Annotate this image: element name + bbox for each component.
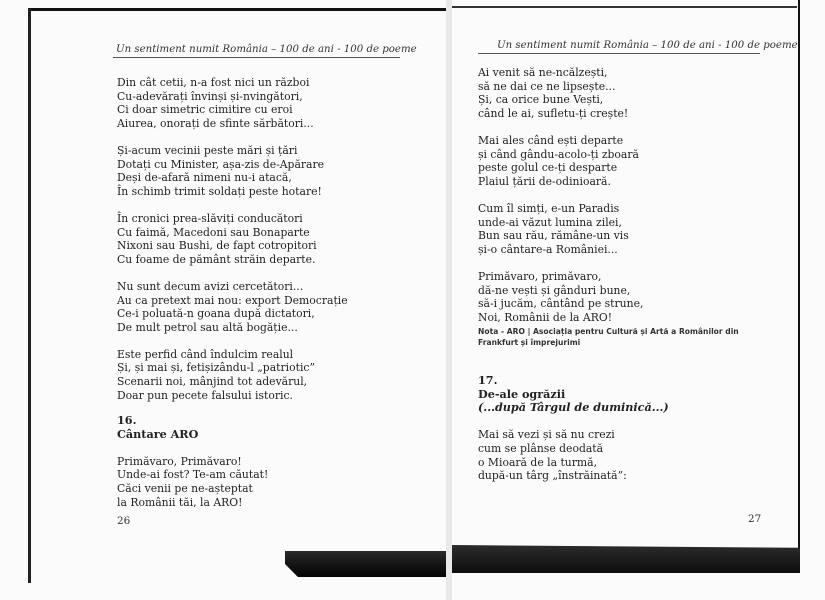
verse-line: Mai ales când ești departe <box>478 133 624 147</box>
verse-line: Căci venii pe ne-așteptat <box>117 481 253 495</box>
verse-line: să-i jucăm, cântând pe strune, <box>478 297 644 311</box>
verse-line: Noi, Românii de la ARO! <box>478 310 613 324</box>
poem-title: Cântare ARO <box>117 426 199 441</box>
verse-line: Și-acum vecinii peste mări și țări <box>117 143 298 157</box>
verse-line: Ce-i poluată-n goana după dictatori, <box>117 307 315 321</box>
footnote-line: Frankfurt și împrejurimi <box>478 338 581 347</box>
right-page-text <box>478 66 643 338</box>
verse-line: când le ai, sufletu-ți crește! <box>478 106 629 120</box>
verse-line: și-o cântare-a României... <box>478 242 618 256</box>
scan-shadow-bottom-left <box>285 551 446 577</box>
left-page-text <box>117 76 348 416</box>
verse-line: Și, și mai și, fetișizându-l „patriotic” <box>117 361 315 375</box>
scan-edge-left <box>28 8 31 583</box>
verse-line: În cronici prea-slăviți conducători <box>117 211 303 225</box>
verse-line: Cu foame de pământ străin departe. <box>117 252 316 266</box>
poem-title: De-ale ogrăzii <box>478 386 566 401</box>
footnote <box>478 326 739 348</box>
verse-line: Dotați cu Minister, așa-zis de-Apărare <box>117 157 325 171</box>
verse-line: Aiurea, onorați de sfinte sărbători... <box>117 116 314 130</box>
header-rule-right <box>478 53 760 54</box>
stanza <box>117 280 348 334</box>
poem-subtitle: (...după Târgul de duminică...) <box>478 400 669 415</box>
verse-line: unde-ai văzut lumina zilei, <box>478 215 622 229</box>
verse-line: la Românii tăi, la ARO! <box>117 495 243 509</box>
verse-line: Primăvaro, primăvaro, <box>478 269 602 283</box>
page-number-right: 27 <box>748 513 762 525</box>
verse-line: Plaiul țării de-odinioară. <box>478 174 611 188</box>
stanza <box>117 76 348 130</box>
verse-line: Și, ca orice bune Vești, <box>478 93 604 107</box>
verse-line: Ai venit să ne-ncălzești, <box>478 66 608 79</box>
verse-line: În schimb trimit soldați peste hotare! <box>117 184 322 198</box>
verse-line: Unde-ai fost? Te-am căutat! <box>117 468 269 482</box>
verse-line: Scenarii noi, mânjind tot adevărul, <box>117 375 308 389</box>
verse-line: să ne dai ce ne lipsește... <box>478 79 616 93</box>
verse-line: Primăvaro, Primăvaro! <box>117 454 242 468</box>
verse-line: și când gându-acolo-ți zboară <box>478 147 639 161</box>
verse-line: după-un târg „înstrăinată”: <box>478 469 627 483</box>
verse-line: Cum îl simți, e-un Paradis <box>478 201 620 215</box>
verse-line: cum se plânse deodată <box>478 441 604 455</box>
page-number-left: 26 <box>117 515 131 527</box>
scan-edge-top-left <box>28 8 446 11</box>
stanza <box>478 428 669 482</box>
stanza <box>478 134 643 188</box>
scan-shadow-bottom-right <box>452 545 800 573</box>
poem-17 <box>478 374 669 496</box>
verse-line: Cu-adevărați învinși și-nvingători, <box>117 89 303 103</box>
running-header-right: Un sentiment numit România – 100 de ani - 100 de poeme <box>497 40 798 51</box>
verse-line: o Mioară de la turmă, <box>478 455 598 469</box>
verse-line: Cu faimă, Macedoni sau Bonaparte <box>117 225 310 239</box>
stanza <box>478 66 643 120</box>
verse-line: Bun sau rău, rămâne-un vis <box>478 229 629 243</box>
poem-16 <box>117 414 268 523</box>
verse-line: Mai să vezi și să nu crezi <box>478 428 615 442</box>
scan-edge-right <box>798 0 800 570</box>
header-rule-left <box>113 57 400 58</box>
stanza <box>117 212 348 266</box>
verse-line: Doar pun pecete falsului istoric. <box>117 388 293 402</box>
verse-line: Este perfid când îndulcim realul <box>117 347 294 361</box>
stanza <box>117 348 348 402</box>
stanza <box>117 144 348 198</box>
verse-line: Din cât cetii, n-a fost nici un război <box>117 76 310 89</box>
stanza <box>478 202 643 256</box>
verse-line: Deși de-afară nimeni nu-i atacă, <box>117 171 292 185</box>
running-header-left: Un sentiment numit România – 100 de ani - 100 de poeme <box>116 44 417 55</box>
poem-number: 17. <box>478 373 498 387</box>
stanza <box>478 270 643 324</box>
verse-line: Ci doar simetric cimitire cu eroi <box>117 103 293 117</box>
verse-line: peste golul ce-ți desparte <box>478 161 618 175</box>
verse-line: Au ca pretext mai nou: export Democrație <box>117 293 348 307</box>
verse-line: De mult petrol sau altă bogăție... <box>117 320 298 334</box>
stanza <box>117 455 268 509</box>
verse-line: Nu sunt decum avizi cercetători... <box>117 279 304 293</box>
poem-number: 16. <box>117 413 137 427</box>
footnote-line: Nota - ARO | Asociația pentru Cultură și Artă a Românilor din <box>478 327 739 336</box>
verse-line: Nixoni sau Bushi, de fapt cotropitori <box>117 239 317 253</box>
scan-edge-top-right <box>452 6 797 8</box>
verse-line: dă-ne vești și gânduri bune, <box>478 283 631 297</box>
